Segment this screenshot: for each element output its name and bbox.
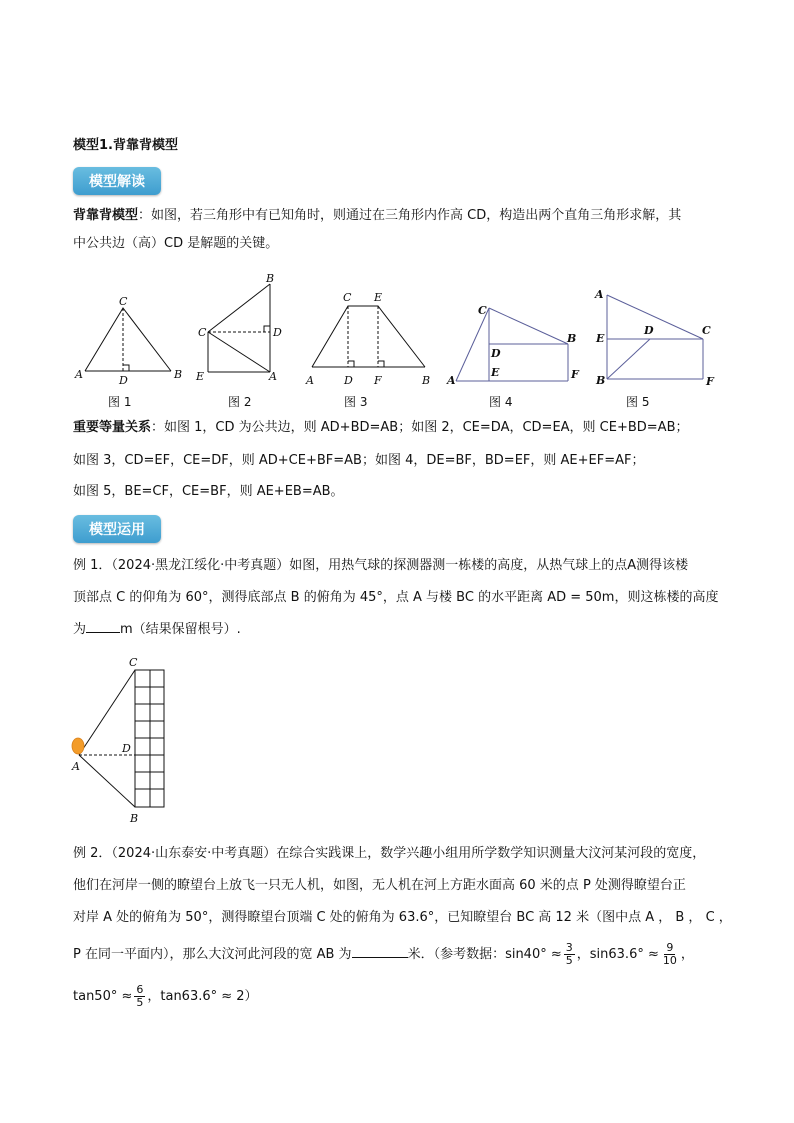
figure-2	[208, 284, 270, 372]
fig4-label-b: B	[567, 332, 577, 345]
fig4-label-e: E	[491, 366, 500, 379]
fig1-right-angle	[123, 365, 129, 371]
example1-line-3b: m（结果保留根号）.	[120, 622, 241, 637]
fig3-sides	[312, 306, 425, 367]
example2-line-2: 他们在河岸一侧的瞭望台上放飞一只无人机，如图，无人机在河上方距水面高 60 米的点 P 处测得瞭望台正	[73, 878, 686, 893]
fig3-caption: 图 3	[344, 395, 368, 409]
example2-answer-blank	[352, 957, 408, 958]
fig2-label-c: C	[198, 326, 207, 339]
example1-answer-blank	[86, 632, 120, 633]
fig4-cb	[489, 308, 568, 344]
balloon-icon	[72, 738, 84, 754]
fig3-label-b: B	[422, 374, 431, 387]
example2-line-5b: ，tan63.6° ≈ 2）	[147, 989, 258, 1004]
example2-line-4a: P 在同一平面内），那么大汶河此河段的宽 AB 为	[73, 947, 352, 962]
ex1-label-d: D	[122, 742, 131, 755]
intro-lead: 背靠背模型	[73, 208, 139, 223]
fig3-label-d: D	[344, 374, 353, 387]
line-ab	[79, 755, 135, 807]
ex1-label-a: A	[72, 760, 80, 773]
example1-line-3	[73, 620, 241, 640]
example2-line-5a: tan50° ≈	[73, 989, 133, 1004]
fig2-label-b: B	[266, 272, 275, 285]
section-tag-model-application: 模型运用	[73, 515, 161, 543]
example2-line-4d: ，	[680, 947, 694, 962]
example1-line-1: 例 1．（2024·黑龙江绥化·中考真题）如图，用热气球的探测器测一栋楼的高度，从热气球上的点A测得该楼	[73, 558, 689, 573]
relations-line-3: 如图 5，BE=CF，CE=BF，则 AE+EB=AB。	[73, 484, 344, 499]
figure-3	[312, 306, 425, 367]
fig4-label-a: A	[447, 374, 456, 387]
figure-1	[85, 308, 171, 371]
fraction-3-5: $\frac{3}{5}$	[565, 941, 573, 967]
example1-line-3a: 为	[73, 622, 87, 637]
fig2-cb	[208, 284, 270, 332]
relations-lead: 重要等量关系	[73, 420, 152, 435]
fig3-label-a: A	[306, 374, 314, 387]
fig2-right-angle	[264, 326, 270, 332]
intro-line-1	[73, 206, 681, 226]
fig1-label-d: D	[119, 374, 128, 387]
fig1-caption: 图 1	[108, 395, 132, 409]
figure-4	[456, 308, 568, 381]
relations-text-1: ：如图 1，CD 为公共边，则 AD+BD=AB；如图 2，CE=DA，CD=EA，则 CE+BD=AB；	[151, 420, 689, 435]
fig2-label-d: D	[273, 326, 282, 339]
fig4-label-d: D	[491, 347, 501, 360]
fig1-label-c: C	[119, 295, 128, 308]
example2-line-3: 对岸 A 处的俯角为 50°，测得瞭望台顶端 C 处的俯角为 63.6°，已知瞭望台 BC 高 12 米（图中点 A ， B ， C ，	[73, 910, 732, 925]
relations-line-1	[73, 418, 689, 438]
fig2-label-e: E	[196, 370, 205, 383]
fig3-right-angle-d	[348, 361, 354, 367]
fig3-right-angle-f	[378, 361, 384, 367]
building-grid	[135, 670, 164, 807]
fig5-caption: 图 5	[626, 395, 650, 409]
fig1-sides	[85, 308, 171, 371]
fig5-ac	[607, 295, 703, 339]
fig1-label-a: A	[75, 368, 83, 381]
fig5-label-a: A	[595, 288, 604, 301]
fig3-label-f: F	[374, 374, 382, 387]
fig2-ca	[208, 332, 270, 372]
fig2-caption: 图 2	[228, 395, 252, 409]
fig5-label-e: E	[596, 332, 605, 345]
example1-figure	[70, 652, 180, 830]
example1-line-2: 顶部点 C 的仰角为 60°，测得底部点 B 的俯角为 45°，点 A 与楼 BC 的水平距离 AD = 50m，则这栋楼的高度	[73, 590, 719, 605]
fig5-bd	[607, 339, 650, 379]
relations-line-2: 如图 3，CD=EF，CE=DF，则 AD+CE+BF=AB；如图 4，DE=BF，BD=EF，则 AE+EF=AF；	[73, 453, 645, 468]
fig5-label-d: D	[644, 324, 654, 337]
intro-line-2: 中公共边（高）CD 是解题的关键。	[73, 236, 279, 251]
fraction-6-5: $\frac{6}{5}$	[136, 983, 144, 1009]
fig3-label-e: E	[374, 291, 383, 304]
example2-line-4	[73, 940, 694, 970]
fig3-label-c: C	[343, 291, 352, 304]
fig5-label-f: F	[706, 375, 714, 388]
example2-line-5	[73, 982, 258, 1012]
fig4-ac	[456, 308, 489, 381]
fig5-label-c: C	[702, 324, 711, 337]
fig4-caption: 图 4	[489, 395, 513, 409]
ex1-label-b: B	[130, 812, 139, 825]
fig2-label-a: A	[269, 370, 277, 383]
intro-text-1: ：如图，若三角形中有已知角时，则通过在三角形内作高 CD，构造出两个直角三角形求解，其	[138, 208, 682, 223]
section-heading: 模型1.背靠背模型	[73, 138, 178, 153]
example2-line-1: 例 2．（2024·山东泰安·中考真题）在综合实践课上，数学兴趣小组用所学数学知识测量大汶河某河段的宽度，	[73, 846, 706, 861]
figures-panel	[70, 268, 730, 414]
figure-5	[607, 295, 703, 379]
section-tag-model-reading: 模型解读	[73, 167, 161, 195]
example2-line-4c: ，sin63.6° ≈	[576, 947, 659, 962]
fraction-9-10: $\frac{9}{10}$	[662, 941, 677, 967]
fig1-label-b: B	[174, 368, 183, 381]
example2-line-4b: 米．（参考数据：sin40° ≈	[407, 947, 562, 962]
fig5-label-b: B	[596, 374, 606, 387]
ex1-label-c: C	[129, 656, 138, 669]
fig4-label-f: F	[571, 368, 579, 381]
fig4-label-c: C	[478, 304, 487, 317]
